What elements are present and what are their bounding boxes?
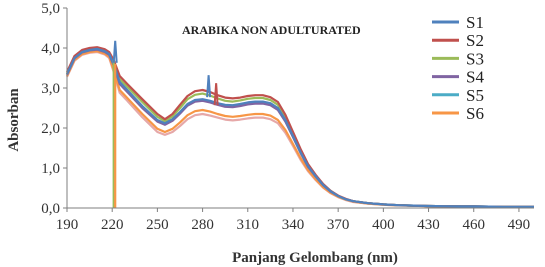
legend-label-s3: S3 [466, 49, 484, 69]
legend-label-s6: S6 [466, 104, 484, 123]
y-axis-title: Absorban [6, 88, 22, 152]
x-tick-label: 430 [417, 217, 440, 233]
legend-label-s1: S1 [466, 13, 484, 32]
legend-label-s2: S2 [466, 31, 484, 51]
x-tick-label: 310 [236, 217, 260, 233]
x-axis-title: Panjang Gelombang (nm) [232, 250, 398, 266]
x-tick-label: 400 [372, 217, 395, 233]
y-tick-label: 5,0 [41, 1, 60, 17]
x-tick-label: 340 [281, 217, 305, 233]
x-tick-label: 220 [100, 217, 124, 233]
y-tick-label: 1,0 [41, 161, 60, 177]
y-tick-label: 0,0 [41, 201, 60, 217]
y-tick-label: 2,0 [41, 121, 60, 137]
x-tick-label: 250 [146, 217, 169, 233]
y-tick-label: 4,0 [41, 41, 60, 57]
x-tick-label: 280 [191, 217, 214, 233]
legend-label-s5: S5 [466, 85, 484, 105]
chart-title: ARABIKA NON ADULTURATED [182, 23, 361, 37]
x-tick-label: 460 [462, 217, 485, 233]
y-tick-label: 3,0 [41, 81, 60, 97]
x-tick-label: 190 [55, 217, 79, 233]
x-tick-label: 490 [507, 217, 531, 233]
x-tick-label: 370 [326, 217, 350, 233]
legend-label-s4: S4 [466, 67, 484, 87]
